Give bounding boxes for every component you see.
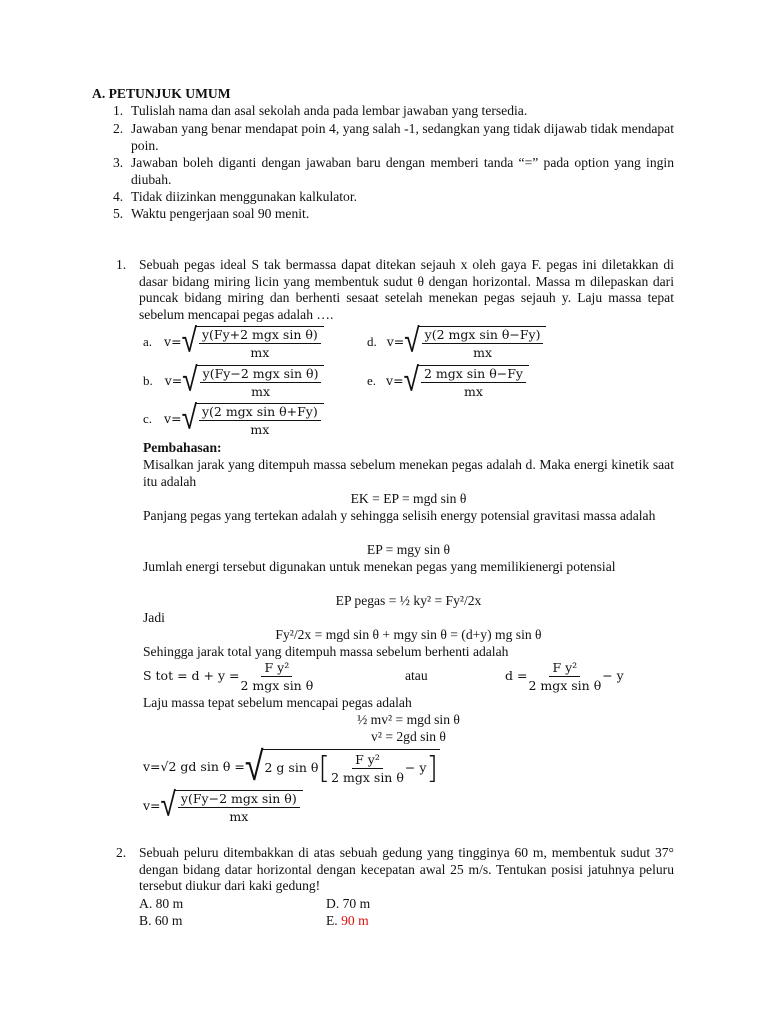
list-number: 4. <box>113 189 124 204</box>
discussion-paragraph: Panjang pegas yang tertekan adalah y sehingga selisih energy potensial gravitasi massa adalah <box>143 508 656 523</box>
d-equation <box>505 660 624 693</box>
option-e <box>367 359 529 399</box>
option-label: E. <box>326 913 338 928</box>
instructions-title: A. PETUNJUK UMUM <box>92 86 231 101</box>
option-label: D. <box>326 896 340 911</box>
option-numerator: y(Fy+2 mgx sin θ) <box>199 327 321 344</box>
question-number: 2. <box>116 845 127 860</box>
list-number: 2. <box>113 121 124 136</box>
instruction-text: Jawaban boleh diganti dengan jawaban baru dengan memberi tanda “=” pada option yang ingin diubah. <box>131 155 674 187</box>
option-label: e. <box>367 372 377 388</box>
discussion-heading: Pembahasan: <box>143 440 222 455</box>
option-D <box>326 896 370 913</box>
fraction-denominator: 2 mgx sin θ <box>331 770 404 785</box>
option-value: 80 m <box>155 896 184 911</box>
option-value: 70 m <box>342 896 371 911</box>
option-a <box>143 320 324 360</box>
discussion-word: Jadi <box>143 610 165 625</box>
velocity-symbol: v= <box>143 797 161 813</box>
equation-lhs: d = <box>505 668 528 684</box>
option-label: B. <box>139 913 152 928</box>
option-denominator: mx <box>473 345 493 360</box>
option-d <box>367 320 546 360</box>
option-b <box>143 359 324 399</box>
option-denominator: mx <box>250 345 270 360</box>
equation: EP pegas = ½ ky² = Fy²/2x <box>335 593 482 608</box>
velocity-symbol: v= <box>164 410 182 426</box>
question-stem: Sebuah pegas ideal S tak bermassa dapat ditekan sejauh x oleh gaya F. pegas ini diletakkan di dasar bidang miring licin yang membentuk sudut θ dengan horizontal. Massa m dilepaskan dari puncak bidang miring dan berhenti sesaat setelah menekan pegas sejauh y. Laju massa tepat sebelum mencapai pegas adalah …. <box>139 257 674 322</box>
discussion-paragraph: Sehingga jarak total yang ditempuh massa sebelum berhenti adalah <box>143 644 509 659</box>
option-numerator: 2 mgx sin θ−Fy <box>421 366 526 383</box>
instruction-text: Tidak diizinkan menggunakan kalkulator. <box>131 189 358 204</box>
option-numerator: y(2 mgx sin θ+Fy) <box>199 404 321 421</box>
discussion-paragraph: Misalkan jarak yang ditempuh massa sebelum menekan pegas adalah d. Maka energi kinetik saat itu adalah <box>143 457 674 489</box>
fraction-numerator: F y² <box>352 752 383 769</box>
option-label: a. <box>143 333 153 349</box>
fraction-numerator: F y² <box>261 660 292 677</box>
velocity-derivation: v=√2 gd sin θ = √ 2 g sin θ [ $\frac{\text{F y²}}{\text{2 mgx sin θ}}$ − y ] <box>143 743 439 791</box>
list-number: 1. <box>113 103 124 118</box>
option-label: c. <box>143 410 153 426</box>
velocity-symbol: v= <box>386 333 405 349</box>
equation-lhs: S tot = d + y = <box>143 668 240 684</box>
option-B <box>139 913 182 930</box>
fraction-denominator: 2 mgx sin θ <box>528 678 602 693</box>
velocity-symbol: v= <box>164 333 182 349</box>
fraction-numerator: F y² <box>549 660 580 677</box>
inner-term: 2 g sin θ <box>264 760 319 776</box>
question-stem: Sebuah peluru ditembakkan di atas sebuah gedung yang tingginya 60 m, membentuk sudut 37° dengan bidang datar horizontal dengan kecepatan awal 25 m/s. Tentukan posisi jatuhnya peluru tersebut diukur dari kaki gedung! <box>139 845 674 894</box>
discussion-paragraph: Laju massa tepat sebelum mencapai pegas adalah <box>143 695 412 710</box>
s-total-equation <box>143 660 314 693</box>
instruction-text: Jawaban yang benar mendapat poin 4, yang salah -1, sedangkan yang tidak dijawab tidak mendapat poin. <box>131 121 674 153</box>
option-A <box>139 896 183 913</box>
option-value: 60 m <box>154 913 183 928</box>
equation-tail: − y <box>602 668 624 684</box>
velocity-symbol: v= <box>164 372 183 388</box>
square-root: √ $\frac{\text{y(Fy−2 mgx sin θ)}}{mx}$ <box>182 363 324 399</box>
square-root: √ $\frac{\text{y(2 mgx sin θ+Fy)}}{mx}$ <box>182 401 324 437</box>
option-numerator: y(Fy−2 mgx sin θ) <box>200 366 322 383</box>
square-root: √ $\frac{\text{2 mgx sin θ−Fy}}{mx}$ <box>404 363 529 399</box>
discussion-paragraph: Jumlah energi tersebut digunakan untuk menekan pegas yang memilikienergi potensial <box>143 559 616 574</box>
equation: v² = 2gd sin θ <box>371 729 446 744</box>
final-velocity: v= √ $\frac{\text{y(Fy−2 mgx sin θ)}}{mx}$ <box>143 788 303 824</box>
question-number: 1. <box>116 257 127 272</box>
option-c <box>143 397 324 437</box>
square-root: √ $\frac{\text{y(2 mgx sin θ−Fy)}}{mx}$ <box>404 324 546 360</box>
option-denominator: mx <box>250 422 270 437</box>
equation: ½ mv² = mgd sin θ <box>357 712 460 727</box>
velocity-symbol: v= <box>386 372 404 388</box>
equation: Fy²/2x = mgd sin θ + mgy sin θ = (d+y) mg sin θ <box>275 627 542 642</box>
equation-tail: − y <box>404 760 427 776</box>
instruction-text: Waktu pengerjaan soal 90 menit. <box>131 206 310 221</box>
option-denominator: mx <box>463 384 483 399</box>
list-number: 5. <box>113 206 124 221</box>
correct-answer-value: 90 m <box>341 913 369 928</box>
instruction-text: Tulislah nama dan asal sekolah anda pada lembar jawaban yang tersedia. <box>131 103 528 118</box>
equation: EK = EP = mgd sin θ <box>350 491 467 506</box>
option-label: A. <box>139 896 153 911</box>
option-label: b. <box>143 372 153 388</box>
option-label: d. <box>367 333 377 349</box>
square-root: √ $\frac{\text{y(Fy+2 mgx sin θ)}}{mx}$ <box>182 324 324 360</box>
list-number: 3. <box>113 155 124 170</box>
equation-lhs: v=√2 gd sin θ = <box>143 758 245 774</box>
fraction-denominator: mx <box>229 809 249 824</box>
equation: EP = mgy sin θ <box>366 542 451 557</box>
option-E <box>326 913 369 930</box>
discussion-word: atau <box>405 668 428 683</box>
fraction-numerator: y(Fy−2 mgx sin θ) <box>178 791 300 808</box>
fraction-denominator: 2 mgx sin θ <box>240 678 314 693</box>
option-denominator: mx <box>251 384 271 399</box>
option-numerator: y(2 mgx sin θ−Fy) <box>422 327 544 344</box>
